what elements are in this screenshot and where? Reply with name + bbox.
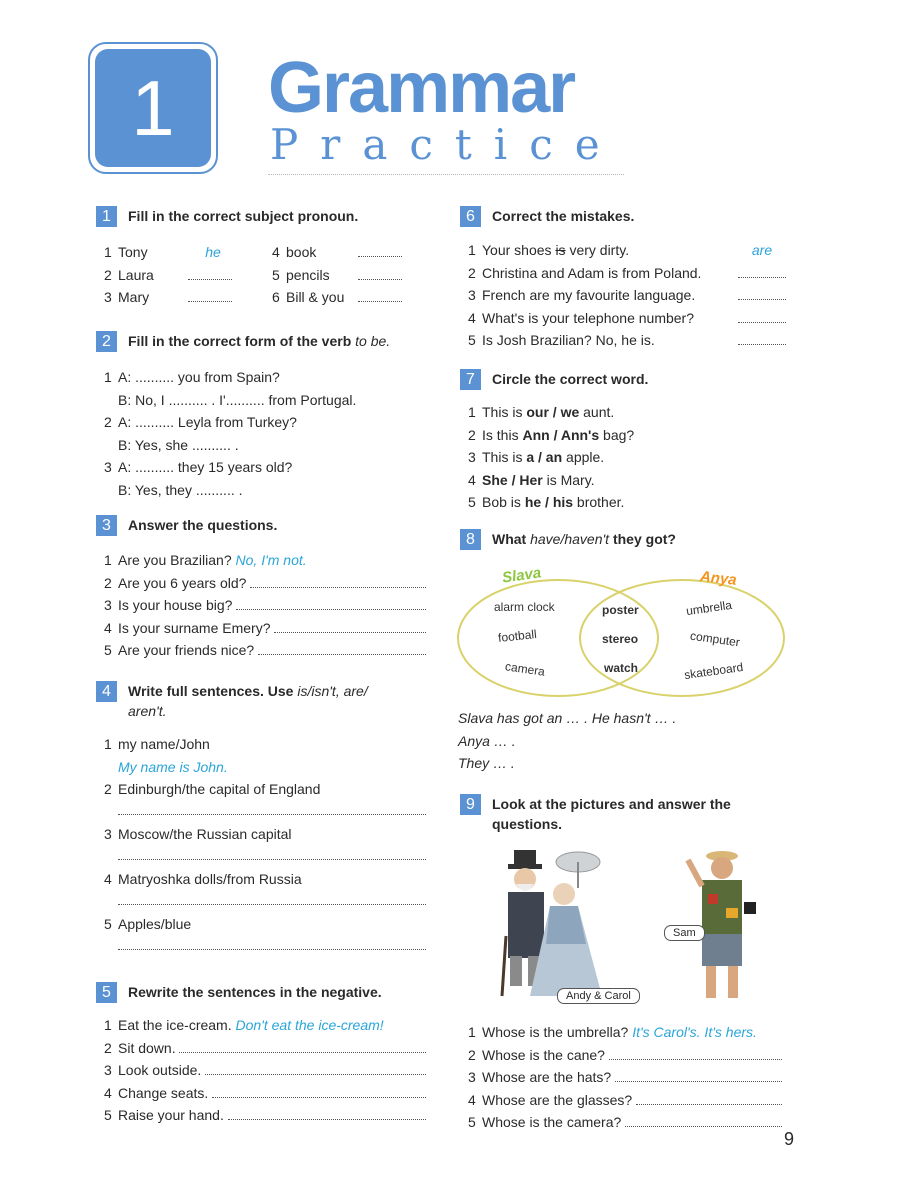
list-item: 4 Matryoshka dolls/from Russia <box>104 871 302 887</box>
page-title: Grammar <box>268 48 575 128</box>
title-divider <box>268 174 624 175</box>
page-subtitle: Practice <box>270 120 622 169</box>
list-item: 3 Moscow/the Russian capital <box>104 826 292 842</box>
exercise-1-header <box>96 206 426 227</box>
exercise-3-items <box>96 549 426 662</box>
list-item: 3 A: .......... they 15 years old? <box>104 459 293 475</box>
exercise-instruction: Fill in the correct form of the verb <box>128 333 352 349</box>
exercise-number: 5 <box>96 982 117 1003</box>
exercise-instruction: Fill in the correct subject pronoun. <box>128 208 359 224</box>
list-item: 1 Whose is the umbrella? It's Carol's. It's hers. <box>460 1021 782 1044</box>
answer-blank[interactable] <box>636 1091 782 1105</box>
list-item: 4 book <box>264 241 424 264</box>
list-item: 2 Edinburgh/the capital of England <box>104 781 321 797</box>
answer-text: he <box>205 244 221 260</box>
list-item: 4 What's is your telephone number? <box>460 307 786 330</box>
answer-blank[interactable] <box>625 1113 782 1127</box>
answer-line <box>96 801 426 824</box>
exercise-8-header: 8 What have/haven't they got? <box>460 529 790 550</box>
list-item: B: Yes, they .......... . <box>118 481 243 498</box>
exercise-9-header <box>460 794 770 834</box>
exercise-instruction: Correct the mistakes. <box>492 208 635 224</box>
list-item: B: No, I .......... . I'.......... from Portugal. <box>118 391 357 408</box>
answer-text: No, I'm not. <box>235 552 307 568</box>
word-choice[interactable]: he / his <box>524 494 574 510</box>
answer-blank[interactable] <box>738 286 786 300</box>
exercise-2-items <box>96 366 426 501</box>
answer-blank[interactable] <box>118 936 426 950</box>
list-item: 2 Laura <box>96 264 264 287</box>
list-item: Slava has got an … . He hasn't … . <box>458 710 677 726</box>
list-item: 3 Look outside. <box>96 1059 426 1082</box>
exercise-instruction: Circle the correct word. <box>492 371 649 387</box>
exercise-5 <box>96 982 426 1127</box>
list-item: They … . <box>458 755 515 771</box>
answer-blank[interactable] <box>179 1039 426 1053</box>
exercise-instruction-italic: is/isn't, are/ aren't. <box>128 683 368 719</box>
list-item: 2 Christina and Adam is from Poland. <box>460 262 786 285</box>
answer-blank[interactable] <box>118 801 426 815</box>
venn-item: stereo <box>602 632 639 646</box>
answer-text: are <box>751 242 773 258</box>
list-item: 5 Are your friends nice? <box>96 639 426 662</box>
list-item: 4 Whose are the glasses? <box>460 1089 782 1112</box>
exercise-3 <box>96 515 426 662</box>
page-number: 9 <box>784 1129 795 1149</box>
people-illustration <box>490 846 780 1008</box>
list-item: 2 Is this Ann / Ann's bag? <box>460 424 786 447</box>
exercise-instruction: Answer the questions. <box>128 517 278 533</box>
exercise-1-items <box>96 241 426 309</box>
list-item: 3 Mary <box>96 286 264 309</box>
answer-blank[interactable] <box>274 619 426 633</box>
answer-blank[interactable] <box>358 266 402 280</box>
exercise-instruction: Rewrite the sentences in the negative. <box>128 984 382 1000</box>
list-item: 6 Bill & you <box>264 286 424 309</box>
exercise-6-header <box>460 206 786 227</box>
exercise-6 <box>460 206 786 352</box>
exercise-3-header <box>96 515 426 536</box>
venn-item: poster <box>602 603 639 617</box>
list-item: 1 Tony he <box>96 241 264 264</box>
struck-word: is <box>555 242 566 258</box>
venn-item: football <box>497 627 538 645</box>
answer-blank[interactable] <box>188 288 232 302</box>
list-item: B: Yes, she .......... . <box>118 436 239 453</box>
exercise-4-items <box>96 733 426 958</box>
exercise-instruction: Look at the pictures and answer the questions. <box>492 796 731 832</box>
list-item: 1 Are you Brazilian? No, I'm not. <box>96 549 426 572</box>
venn-item: watch <box>604 661 639 675</box>
venn-item: camera <box>504 659 546 679</box>
answer-blank[interactable] <box>358 243 402 257</box>
exercise-7 <box>460 369 786 514</box>
exercise-number: 1 <box>96 206 117 227</box>
answer-blank[interactable] <box>738 309 786 323</box>
list-item: 1 my name/John <box>104 736 210 752</box>
list-item: Anya … . <box>458 732 516 749</box>
answer-text: Don't eat the ice-cream! <box>235 1017 384 1033</box>
list-item: 3 Whose are the hats? <box>460 1066 782 1089</box>
list-item: 5 Whose is the camera? <box>460 1111 782 1134</box>
answer-blank[interactable] <box>358 288 402 302</box>
exercise-2 <box>96 331 426 501</box>
answer-blank[interactable] <box>738 264 786 278</box>
list-item: 4 Is your surname Emery? <box>96 617 426 640</box>
list-item: 3 French are my favourite language. <box>460 284 786 307</box>
venn-item: umbrella <box>685 597 733 619</box>
answer-line <box>96 891 426 914</box>
list-item: 5 Bob is he / his brother. <box>460 491 786 514</box>
exercise-2-header <box>96 331 426 352</box>
answer-blank[interactable] <box>615 1068 782 1082</box>
list-item: 1 Eat the ice-cream. Don't eat the ice-cream! <box>96 1014 426 1037</box>
list-item: 2 A: .......... Leyla from Turkey? <box>104 414 297 430</box>
list-item: 2 Whose is the cane? <box>460 1044 782 1067</box>
exercise-4-header <box>96 681 426 721</box>
list-item: 1 Your shoes is very dirty. are <box>460 239 786 262</box>
list-item: 5 pencils <box>264 264 424 287</box>
list-item: 5 Raise your hand. <box>96 1104 426 1127</box>
list-item: 3 Is your house big? <box>96 594 426 617</box>
word-choice[interactable]: She / Her <box>482 471 543 488</box>
list-item: 1 This is our / we aunt. <box>460 401 786 424</box>
word-choice[interactable]: Ann / Ann's <box>522 426 600 443</box>
venn-item: alarm clock <box>494 600 555 614</box>
unit-number: 1 <box>95 49 211 167</box>
list-item: 5 Is Josh Brazilian? No, he is. <box>460 329 786 352</box>
answer-blank[interactable] <box>118 891 426 905</box>
answer-blank[interactable] <box>228 1106 426 1120</box>
answer-blank[interactable] <box>250 574 426 588</box>
exercise-7-header <box>460 369 786 390</box>
list-item: 5 Apples/blue <box>104 916 192 932</box>
answer-text: It's Carol's. It's hers. <box>632 1024 757 1040</box>
exercise-9 <box>460 794 770 834</box>
answer-blank[interactable] <box>738 331 786 345</box>
venn-item: skateboard <box>683 659 745 683</box>
exercise-number: 8 <box>460 529 481 550</box>
exercise-number: 7 <box>460 369 481 390</box>
exercise-number: 4 <box>96 681 117 702</box>
answer-blank[interactable] <box>188 266 232 280</box>
list-item: 2 Are you 6 years old? <box>96 572 426 595</box>
venn-left-name: Slava <box>501 564 543 587</box>
exercise-number: 3 <box>96 515 117 536</box>
exercise-number: 9 <box>460 794 481 815</box>
exercise-8-sentences <box>458 707 788 775</box>
exercise-6-items <box>460 239 786 352</box>
list-item: 4 Change seats. <box>96 1082 426 1105</box>
word-choice[interactable]: a / an <box>526 449 563 465</box>
exercise-8 <box>460 529 790 550</box>
answer-blank[interactable] <box>212 1084 426 1098</box>
exercise-5-header <box>96 982 426 1003</box>
answer-blank[interactable] <box>205 1061 426 1075</box>
exercise-5-items <box>96 1014 426 1127</box>
andy-carol-label: Andy & Carol <box>557 988 640 1004</box>
answer-line <box>96 846 426 869</box>
exercise-number: 6 <box>460 206 481 227</box>
exercise-1 <box>96 206 426 309</box>
list-item: 1 A: .......... you from Spain? <box>104 369 280 385</box>
exercise-4 <box>96 681 426 958</box>
answer-blank[interactable] <box>236 596 426 610</box>
list-item: 3 This is a / an apple. <box>460 446 786 469</box>
venn-item: computer <box>689 628 741 650</box>
exercise-9-items <box>460 1021 782 1134</box>
answer-text: My name is John. <box>118 758 228 775</box>
answer-line <box>96 936 426 959</box>
exercise-instruction: Write full sentences. Use <box>128 683 294 699</box>
word-choice[interactable]: our / we <box>526 404 580 420</box>
exercise-number: 2 <box>96 331 117 352</box>
exercise-instruction-italic: to be. <box>355 333 391 349</box>
list-item: 4 She / Her is Mary. <box>460 469 786 492</box>
answer-line <box>96 756 426 779</box>
exercise-7-items <box>460 401 786 514</box>
list-item: 2 Sit down. <box>96 1037 426 1060</box>
unit-badge <box>88 42 218 174</box>
answer-blank[interactable] <box>609 1046 782 1060</box>
answer-blank[interactable] <box>118 846 426 860</box>
answer-blank[interactable] <box>258 641 426 655</box>
venn-right-name: Anya <box>699 568 738 589</box>
sam-label: Sam <box>664 925 705 941</box>
